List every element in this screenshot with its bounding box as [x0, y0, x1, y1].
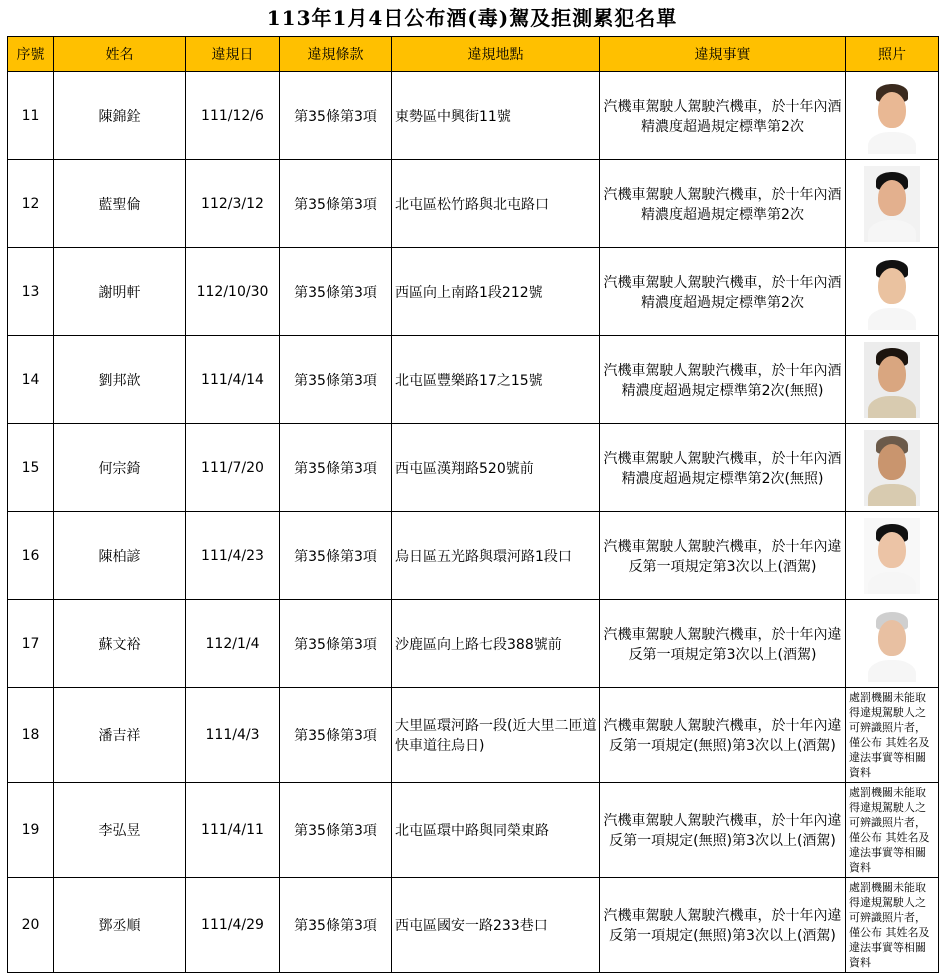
- violation-date: 111/4/29: [186, 878, 280, 973]
- photo-cell: [846, 248, 939, 336]
- header-location: 違規地點: [392, 37, 600, 72]
- row-number: 17: [8, 600, 54, 688]
- header-fact: 違規事實: [600, 37, 846, 72]
- violation-clause: 第35條第3項: [280, 160, 392, 248]
- violation-date: 111/4/23: [186, 512, 280, 600]
- violation-clause: 第35條第3項: [280, 600, 392, 688]
- violation-location: 西屯區漢翔路520號前: [392, 424, 600, 512]
- offender-name: 藍聖倫: [54, 160, 186, 248]
- page-title: 113年1月4日公布酒(毒)駕及拒測累犯名單: [266, 6, 678, 30]
- violation-fact: 汽機車駕駛人駕駛汽機車，於十年內酒精濃度超過規定標準第2次: [600, 248, 846, 336]
- violation-clause: 第35條第3項: [280, 72, 392, 160]
- violation-date: 112/10/30: [186, 248, 280, 336]
- photo-cell: [846, 512, 939, 600]
- violation-location: 東勢區中興街11號: [392, 72, 600, 160]
- photo-cell: [846, 160, 939, 248]
- row-number: 11: [8, 72, 54, 160]
- photo-unavailable-note: [846, 878, 939, 973]
- header-photo: 照片: [846, 37, 939, 72]
- violation-date: 111/7/20: [186, 424, 280, 512]
- violation-date: 111/4/11: [186, 783, 280, 878]
- violation-clause: 第35條第3項: [280, 336, 392, 424]
- violation-fact: 汽機車駕駛人駕駛汽機車，於十年內違反第一項規定(無照)第3次以上(酒駕): [600, 878, 846, 973]
- violation-fact: 汽機車駕駛人駕駛汽機車，於十年內酒精濃度超過規定標準第2次(無照): [600, 336, 846, 424]
- row-number: 13: [8, 248, 54, 336]
- offender-photo: [864, 606, 920, 682]
- violation-location: 烏日區五光路與環河路1段口: [392, 512, 600, 600]
- table-row: [8, 783, 939, 878]
- photo-cell: [846, 600, 939, 688]
- violation-location: 北屯區松竹路與北屯路口: [392, 160, 600, 248]
- violation-location: 北屯區豐樂路17之15號: [392, 336, 600, 424]
- row-number: 14: [8, 336, 54, 424]
- header-no: 序號: [8, 37, 54, 72]
- offender-photo: [864, 430, 920, 506]
- photo-note-text: 處罰機關未能取得違規駕駛人之可辨識照片者，僅公布 其姓名及違法事實等相關資料: [849, 691, 930, 779]
- offender-name: 何宗錡: [54, 424, 186, 512]
- offender-name: 劉邦歆: [54, 336, 186, 424]
- violation-location: 沙鹿區向上路七段388號前: [392, 600, 600, 688]
- table-header-row: [8, 37, 939, 72]
- violation-clause: 第35條第3項: [280, 878, 392, 973]
- row-number: 12: [8, 160, 54, 248]
- violation-date: 112/1/4: [186, 600, 280, 688]
- offender-table: [7, 36, 939, 973]
- violation-fact: 汽機車駕駛人駕駛汽機車，於十年內酒精濃度超過規定標準第2次: [600, 160, 846, 248]
- violation-location: 北屯區環中路與同榮東路: [392, 783, 600, 878]
- table-row: [8, 512, 939, 600]
- violation-fact: 汽機車駕駛人駕駛汽機車，於十年內違反第一項規定(無照)第3次以上(酒駕): [600, 688, 846, 783]
- table-row: [8, 160, 939, 248]
- offender-name: 謝明軒: [54, 248, 186, 336]
- row-number: 18: [8, 688, 54, 783]
- header-name: 姓名: [54, 37, 186, 72]
- table-row: [8, 688, 939, 783]
- table-row: [8, 878, 939, 973]
- offender-photo: [864, 518, 920, 594]
- row-number: 15: [8, 424, 54, 512]
- violation-date: 111/4/14: [186, 336, 280, 424]
- violation-location: 大里區環河路一段(近大里二匝道快車道往烏日): [392, 688, 600, 783]
- offender-name: 鄧丞順: [54, 878, 186, 973]
- violation-location: 西區向上南路1段212號: [392, 248, 600, 336]
- offender-photo: [864, 166, 920, 242]
- photo-unavailable-note: [846, 688, 939, 783]
- table-row: [8, 248, 939, 336]
- row-number: 20: [8, 878, 54, 973]
- offender-name: 陳錦銓: [54, 72, 186, 160]
- violation-clause: 第35條第3項: [280, 783, 392, 878]
- row-number: 16: [8, 512, 54, 600]
- photo-cell: [846, 336, 939, 424]
- violation-clause: 第35條第3項: [280, 688, 392, 783]
- photo-cell: [846, 424, 939, 512]
- photo-cell: [846, 72, 939, 160]
- offender-photo: [864, 254, 920, 330]
- photo-note-text: 處罰機關未能取得違規駕駛人之可辨識照片者，僅公布 其姓名及違法事實等相關資料: [849, 881, 930, 969]
- violation-fact: 汽機車駕駛人駕駛汽機車，於十年內違反第一項規定第3次以上(酒駕): [600, 600, 846, 688]
- violation-fact: 汽機車駕駛人駕駛汽機車，於十年內酒精濃度超過規定標準第2次: [600, 72, 846, 160]
- violation-fact: 汽機車駕駛人駕駛汽機車，於十年內酒精濃度超過規定標準第2次(無照): [600, 424, 846, 512]
- violation-fact: 汽機車駕駛人駕駛汽機車，於十年內違反第一項規定第3次以上(酒駕): [600, 512, 846, 600]
- offender-name: 蘇文裕: [54, 600, 186, 688]
- violation-fact: 汽機車駕駛人駕駛汽機車，於十年內違反第一項規定(無照)第3次以上(酒駕): [600, 783, 846, 878]
- header-date: 違規日: [186, 37, 280, 72]
- violation-date: 111/4/3: [186, 688, 280, 783]
- violation-date: 112/3/12: [186, 160, 280, 248]
- violation-date: 111/12/6: [186, 72, 280, 160]
- table-row: [8, 72, 939, 160]
- violation-location: 西屯區國安一路233巷口: [392, 878, 600, 973]
- table-row: [8, 336, 939, 424]
- offender-photo: [864, 78, 920, 154]
- table-row: [8, 600, 939, 688]
- offender-name: 陳柏諺: [54, 512, 186, 600]
- header-clause: 違規條款: [280, 37, 392, 72]
- offender-photo: [864, 342, 920, 418]
- violation-clause: 第35條第3項: [280, 512, 392, 600]
- photo-unavailable-note: [846, 783, 939, 878]
- row-number: 19: [8, 783, 54, 878]
- violation-clause: 第35條第3項: [280, 424, 392, 512]
- offender-name: 李弘昱: [54, 783, 186, 878]
- offender-name: 潘吉祥: [54, 688, 186, 783]
- violation-clause: 第35條第3項: [280, 248, 392, 336]
- photo-note-text: 處罰機關未能取得違規駕駛人之可辨識照片者，僅公布 其姓名及違法事實等相關資料: [849, 786, 930, 874]
- table-row: [8, 424, 939, 512]
